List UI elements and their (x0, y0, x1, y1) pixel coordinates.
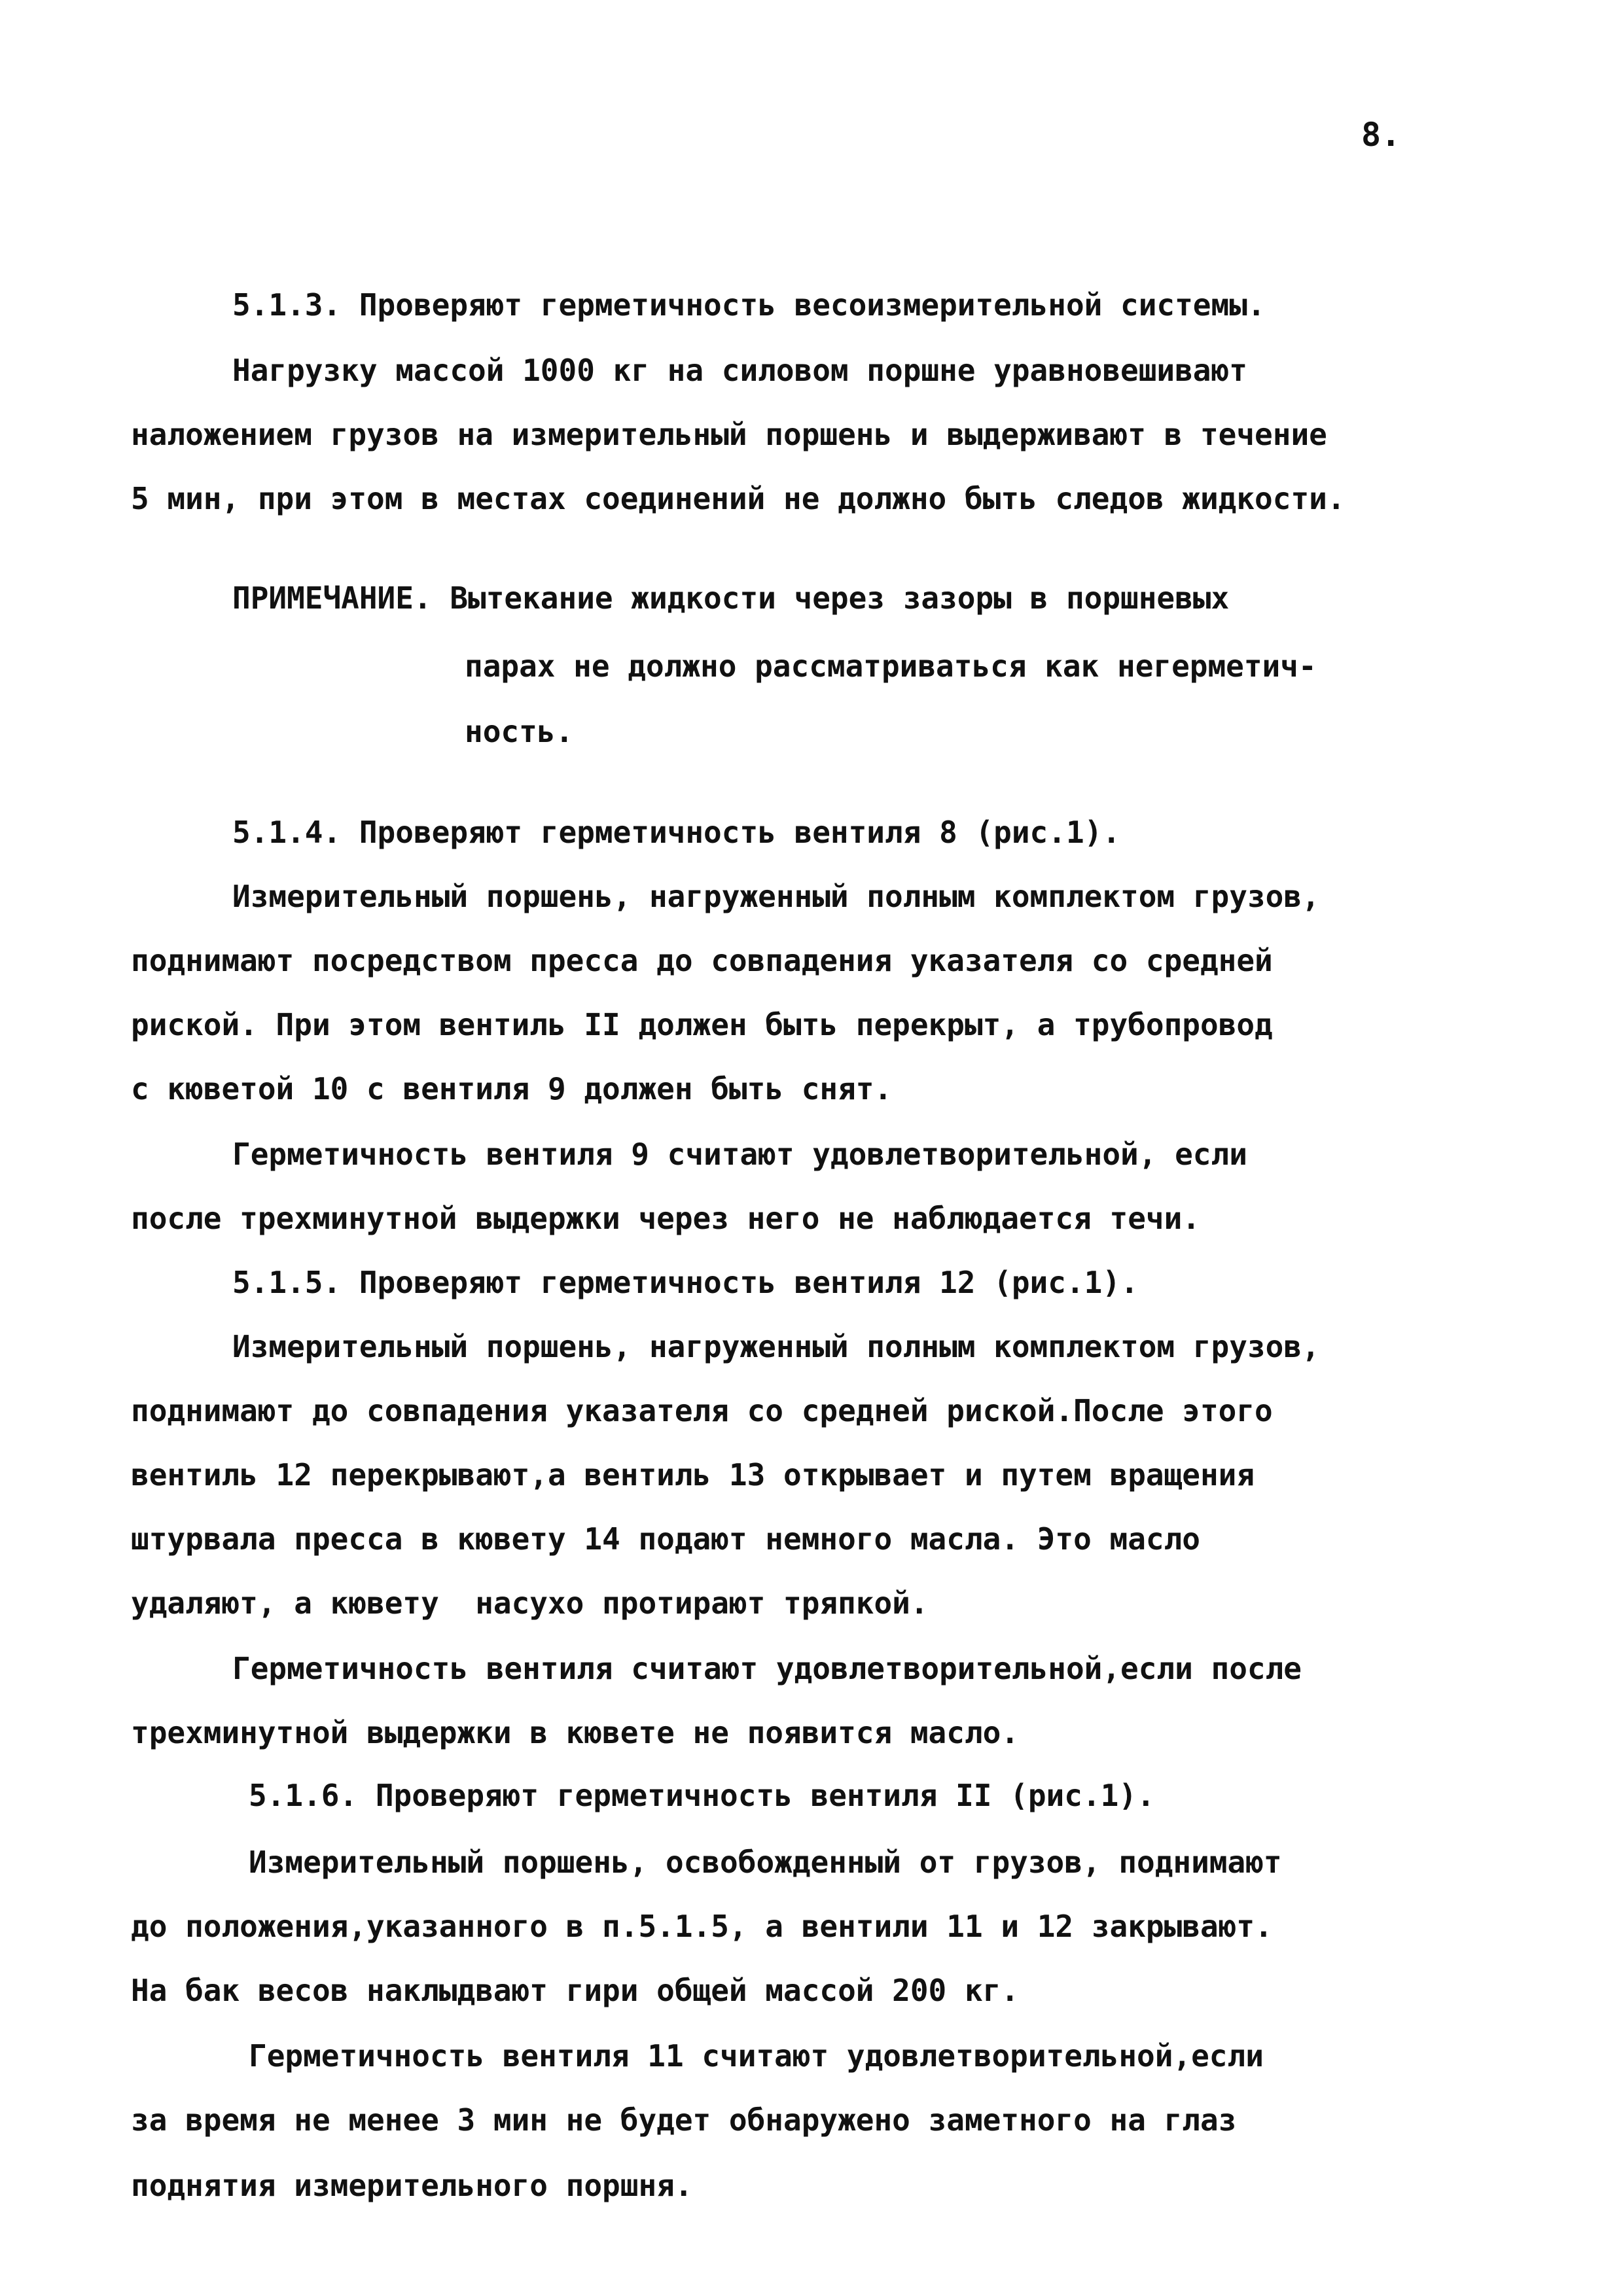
text-line: поднимают до совпадения указателя со средней риской.После этого (131, 1393, 1273, 1428)
text-line: трехминутной выдержки в кювете не появится масло. (131, 1715, 1020, 1750)
text-line: 5.1.5. Проверяют герметичность вентиля 12 (рис.1). (232, 1265, 1139, 1300)
text-line: 5.1.6. Проверяют герметичность вентиля II (рис.1). (249, 1778, 1155, 1813)
text-line: удаляют, а кювету насухо протирают тряпкой. (131, 1585, 929, 1621)
note-line: ность. (465, 714, 574, 749)
text-line: за время не менее 3 мин не будет обнаружено заметного на глаз (131, 2102, 1237, 2138)
text-line: до положения,указанного в п.5.1.5, а вентили 11 и 12 закрывают. (131, 1909, 1273, 1944)
text-line: На бак весов наклыдвают гири общей массой 200 кг. (131, 1973, 1020, 2008)
text-line: Нагрузку массой 1000 кг на силовом поршне уравновешивают (232, 353, 1247, 388)
text-line: наложением грузов на измерительный поршень и выдерживают в течение (131, 417, 1327, 452)
text-line: 5.1.3. Проверяют герметичность весоизмерительной системы. (232, 287, 1266, 323)
text-line: после трехминутной выдержки через него не наблюдается течи. (131, 1201, 1200, 1236)
text-line: Герметичность вентиля 9 считают удовлетворительной, если (232, 1137, 1247, 1172)
page-number: 8. (1361, 116, 1401, 154)
text-line: с кюветой 10 с вентиля 9 должен быть снят. (131, 1071, 893, 1106)
text-line: Измерительный поршень, нагруженный полным комплектом грузов, (232, 1329, 1320, 1364)
text-line: риской. При этом вентиль II должен быть перекрыт, а трубопровод (131, 1007, 1273, 1042)
text-line: 5 мин, при этом в местах соединений не должно быть следов жидкости. (131, 481, 1346, 516)
text-line: поднятия измерительного поршня. (131, 2168, 693, 2203)
text-line: штурвала пресса в кювету 14 подают немного масла. Это масло (131, 1521, 1200, 1557)
text-line: вентиль 12 перекрывают,а вентиль 13 открывает и путем вращения (131, 1457, 1255, 1492)
note-line: парах не должно рассматриваться как негерметич- (465, 648, 1317, 684)
text-line: Измерительный поршень, нагруженный полным комплектом грузов, (232, 879, 1320, 914)
note-line: ПРИМЕЧАНИЕ. Вытекание жидкости через зазоры в поршневых (232, 580, 1230, 616)
text-line: Герметичность вентиля считают удовлетворительной,если после (232, 1651, 1302, 1686)
text-line: Герметичность вентиля 11 считают удовлетворительной,если (249, 2038, 1264, 2074)
text-line: 5.1.4. Проверяют герметичность вентиля 8 (рис.1). (232, 815, 1121, 850)
text-line: Измерительный поршень, освобожденный от грузов, поднимают (249, 1845, 1282, 1880)
text-line: поднимают посредством пресса до совпадения указателя со средней (131, 943, 1273, 978)
